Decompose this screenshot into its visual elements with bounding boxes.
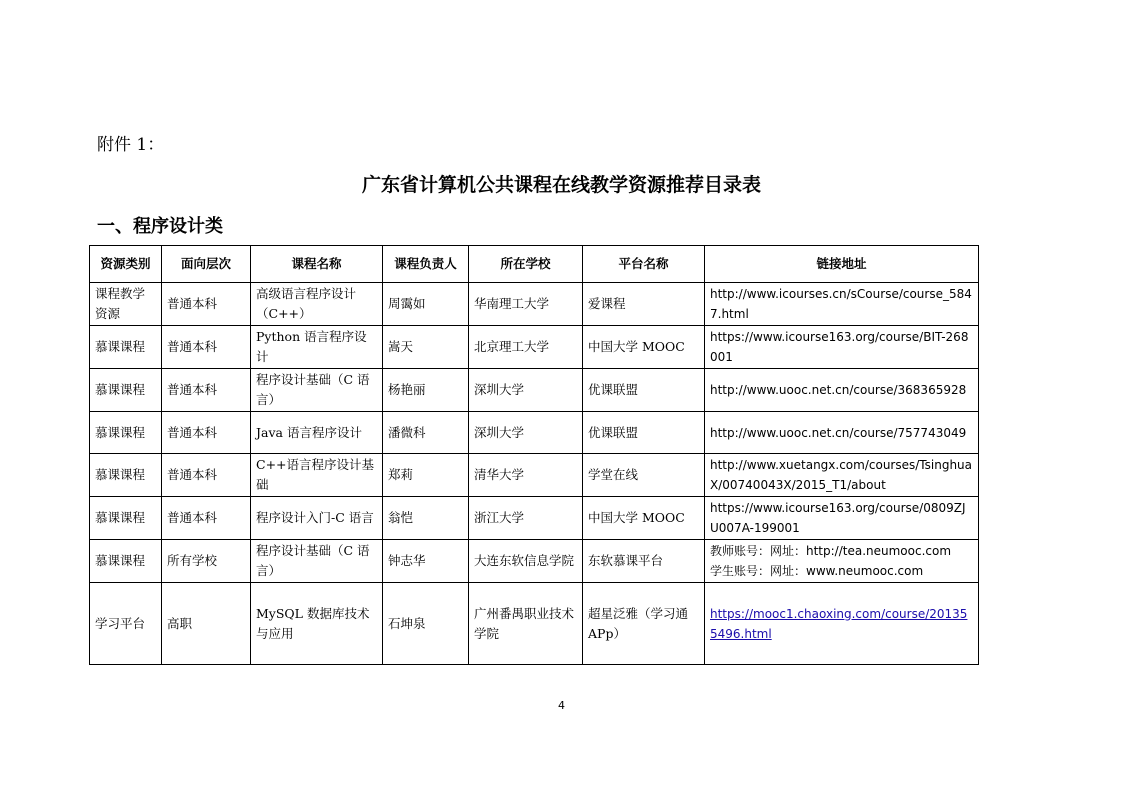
cell-lead: 石坤泉 [383, 583, 469, 665]
cell-platform: 中国大学 MOOC [583, 326, 705, 369]
table-row [90, 412, 979, 454]
cell-school: 浙江大学 [469, 497, 583, 540]
cell-platform: 学堂在线 [583, 454, 705, 497]
header-category: 资源类别 [90, 246, 162, 283]
student-account-line: 学生账号：网址：www.neumooc.com [710, 564, 924, 578]
page-number: 4 [558, 699, 565, 712]
cell-course: 高级语言程序设计（C++） [251, 283, 383, 326]
cell-level: 普通本科 [162, 497, 251, 540]
cell-category: 慕课课程 [90, 497, 162, 540]
cell-school: 深圳大学 [469, 369, 583, 412]
cell-lead: 嵩天 [383, 326, 469, 369]
teacher-account-line: 教师账号：网址：http://tea.neumooc.com [710, 544, 952, 558]
cell-course: Python 语言程序设计 [251, 326, 383, 369]
cell-link [705, 583, 979, 665]
header-lead: 课程负责人 [383, 246, 469, 283]
cell-category: 慕课课程 [90, 369, 162, 412]
cell-lead: 郑莉 [383, 454, 469, 497]
cell-lead: 周霭如 [383, 283, 469, 326]
cell-category: 慕课课程 [90, 326, 162, 369]
resource-table [89, 245, 979, 665]
table-row [90, 283, 979, 326]
cell-school: 广州番禺职业技术学院 [469, 583, 583, 665]
cell-link [705, 540, 979, 583]
cell-category: 课程教学资源 [90, 283, 162, 326]
cell-platform: 东软慕课平台 [583, 540, 705, 583]
cell-level: 普通本科 [162, 326, 251, 369]
cell-link: http://www.uooc.net.cn/course/757743049 [705, 412, 979, 454]
cell-lead: 杨艳丽 [383, 369, 469, 412]
cell-link: https://www.icourse163.org/course/BIT-268001 [705, 326, 979, 369]
header-school: 所在学校 [469, 246, 583, 283]
table-row [90, 454, 979, 497]
cell-link: http://www.xuetangx.com/courses/TsinghuaX/00740043X/2015_T1/about [705, 454, 979, 497]
table-row [90, 497, 979, 540]
cell-level: 所有学校 [162, 540, 251, 583]
cell-school: 深圳大学 [469, 412, 583, 454]
cell-lead: 钟志华 [383, 540, 469, 583]
header-link: 链接地址 [705, 246, 979, 283]
cell-course: 程序设计基础（C 语言） [251, 369, 383, 412]
cell-level: 高职 [162, 583, 251, 665]
header-course: 课程名称 [251, 246, 383, 283]
course-hyperlink[interactable]: https://mooc1.chaoxing.com/course/201355496.html [710, 606, 968, 641]
cell-link: http://www.uooc.net.cn/course/368365928 [705, 369, 979, 412]
table-row [90, 583, 979, 665]
cell-link: https://www.icourse163.org/course/0809ZJU007A-199001 [705, 497, 979, 540]
cell-platform: 优课联盟 [583, 369, 705, 412]
cell-course: 程序设计入门-C 语言 [251, 497, 383, 540]
cell-category: 慕课课程 [90, 454, 162, 497]
cell-course: 程序设计基础（C 语言） [251, 540, 383, 583]
cell-level: 普通本科 [162, 369, 251, 412]
cell-school: 北京理工大学 [469, 326, 583, 369]
page-title: 广东省计算机公共课程在线教学资源推荐目录表 [361, 174, 761, 196]
cell-school: 大连东软信息学院 [469, 540, 583, 583]
header-level: 面向层次 [162, 246, 251, 283]
cell-lead: 潘微科 [383, 412, 469, 454]
table-header-row [90, 246, 979, 283]
cell-school: 华南理工大学 [469, 283, 583, 326]
cell-platform: 中国大学 MOOC [583, 497, 705, 540]
cell-link: http://www.icourses.cn/sCourse/course_5847.html [705, 283, 979, 326]
table-row [90, 326, 979, 369]
cell-platform: 优课联盟 [583, 412, 705, 454]
cell-lead: 翁恺 [383, 497, 469, 540]
cell-level: 普通本科 [162, 454, 251, 497]
cell-level: 普通本科 [162, 283, 251, 326]
cell-course: Java 语言程序设计 [251, 412, 383, 454]
cell-level: 普通本科 [162, 412, 251, 454]
header-platform: 平台名称 [583, 246, 705, 283]
table-row [90, 369, 979, 412]
cell-category: 学习平台 [90, 583, 162, 665]
attachment-label: 附件 1： [97, 135, 165, 155]
cell-course: MySQL 数据库技术与应用 [251, 583, 383, 665]
cell-school: 清华大学 [469, 454, 583, 497]
cell-platform: 超星泛雅（学习通 APp） [583, 583, 705, 665]
cell-category: 慕课课程 [90, 412, 162, 454]
section-heading: 一、程序设计类 [97, 216, 223, 237]
cell-course: C++语言程序设计基础 [251, 454, 383, 497]
cell-platform: 爱课程 [583, 283, 705, 326]
cell-category: 慕课课程 [90, 540, 162, 583]
table-row [90, 540, 979, 583]
